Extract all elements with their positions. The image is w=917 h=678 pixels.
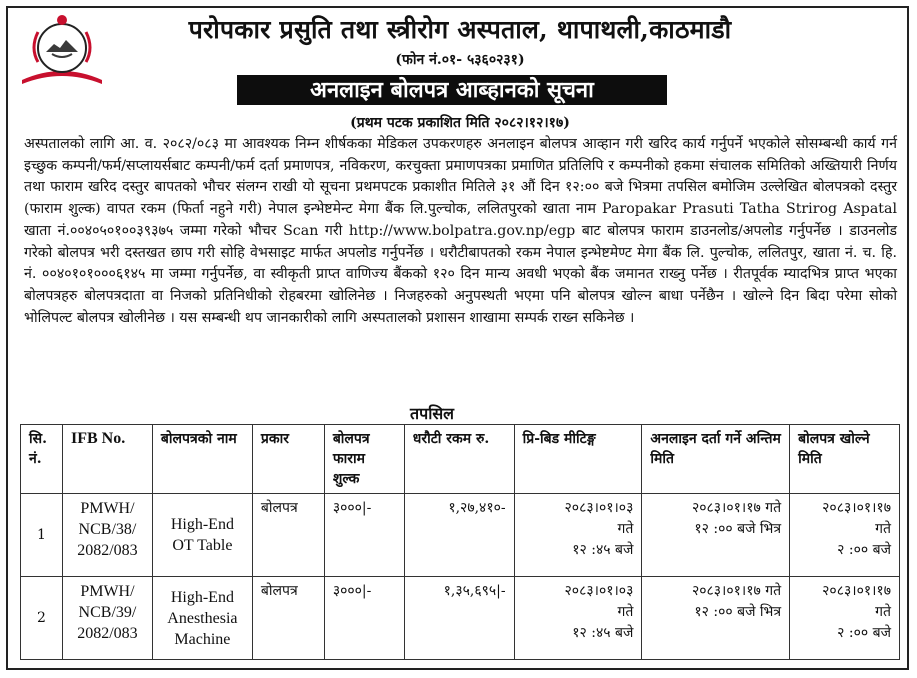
row-prebid: २०८३।०१।०३ गते १२ :४५ बजे [514, 494, 642, 577]
table-row [21, 494, 900, 577]
row-fee: ३०००|- [324, 494, 404, 577]
col-header-prebid: प्रि-बिड मीटिङ्ग [514, 425, 642, 494]
row-sn: 2 [21, 577, 63, 660]
row-sn: 1 [21, 494, 63, 577]
phone-number: (फोन नं.०१- ५३६०२३१) [395, 52, 525, 68]
notice-title: अनलाइन बोलपत्र आब्हानको सूचना [237, 75, 667, 105]
col-header-deadline: अनलाइन दर्ता गर्ने अन्तिम मिति [642, 425, 790, 494]
row-deposit: १,२७,४१०- [404, 494, 514, 577]
col-header-type: प्रकार [252, 425, 324, 494]
row-deadline: २०८३।०१।१७ गते १२ :०० बजे भित्र [642, 494, 790, 577]
row-ifb: PMWH/ NCB/38/ 2082/083 [62, 494, 152, 577]
publish-date: (प्रथम पटक प्रकाशित मिति २०८२।१२।१७) [350, 115, 570, 131]
row-type: बोलपत्र [252, 577, 324, 660]
hospital-name: परोपकार प्रसुति तथा स्त्रीरोग अस्पताल, थापाथली,काठमाडौ [188, 15, 732, 44]
row-deadline: २०८३।०१।१७ गते १२ :०० बजे भित्र [642, 577, 790, 660]
row-name: High-End Anesthesia Machine [152, 577, 252, 660]
row-prebid: २०८३।०१।०३ गते १२ :४५ बजे [514, 577, 642, 660]
col-header-opening: बोलपत्र खोल्ने मिति [790, 425, 900, 494]
government-emblem-icon [16, 10, 108, 88]
row-type: बोलपत्र [252, 494, 324, 577]
notice-paragraph: अस्पतालको लागि आ. व. २०८२/०८३ मा आवश्यक निम्न शीर्षकका मेडिकल उपकरणहरु अनलाइन बोलपत्र आव्हान गरी खरिद कार्य गर्नुपर्ने भएकोले सोसम्बन्धी कार्य गर्न इच्छुक कम्पनी/फर्म/सप्लायर्सबाट कम्पनी/फर्म दर्ता प्रमाणपत्र, नविकरण, करचुक्ता प्रमाणपत्रका प्रमाणित प्रतिलिपि र कम्पनीको हकमा संचालक समितिको अख्तियारी निर्णय तथा फाराम खरिद दस्तुर बापतको भौचर संलग्न राखी यो सूचना प्रथमपटक प्रकाशीत मितिले ३१ औं दिन १२:०० बजे भित्रमा तपसिल बमोजिम उल्लेखित बोलपत्रको दस्तुर (फाराम शुल्क) वापत रकम (फिर्ता नहुने गरी) नेपाल इन्भेष्टमेन्ट मेगा बैंक लि.पुल्चोक, ललितपुरको खाता नाम Paropakar Prasuti Tatha Strirog Aspatal खाता नं.००४०५०१००३९३७५ जम्मा गरेको भौचर Scan गरी http://www.bolpatra.gov.np/egp बाट बोलपत्र फाराम डाउनलोड/अपलोड गर्नुपर्नेछ । डाउनलोड गरेको बोलपत्र भरी दस्तखत छाप गरी सोहि वेभसाइट मार्फत अपलोड गर्नुपर्नेछ । धरौटीबापतको रकम नेपाल इन्भेष्टमेण्ट मेगा बैंक लि. पुल्चोक, ललितपुर, खाता नं. च. हि. नं. ००४०१०१०००६१४५ मा जम्मा गर्नुपर्नेछ, वा स्वीकृती प्राप्त वाणिज्य बैंकको १२० दिन मान्य अवधी भएको बैंक जमानत राख्नु पर्नेछ । रीतपूर्वक म्यादभित्र प्राप्त भएका बोलपत्रहरु बोलपत्रदाता वा निजको प्रतिनिधीको रोहबरमा खोलिनेछ । निजहरुको अनुपस्थती भएमा पनि बोलपत्र खोल्न बाधा पर्नेछैन । खोल्ने दिन बिदा परेमा सोको भोलिपल्ट बोलपत्र खोलीनेछ । यस सम्बन्धी थप जानकारीको लागि अस्पतालको प्रशासन शाखामा सम्पर्क राख्न सकिनेछ । [24, 136, 897, 326]
row-opening: २०८३।०१।१७ गते २ :०० बजे [790, 577, 900, 660]
col-header-name: बोलपत्रको नाम [152, 425, 252, 494]
table-row [21, 577, 900, 660]
row-deposit: १,३५,६९५|- [404, 577, 514, 660]
row-fee: ३०००|- [324, 577, 404, 660]
col-header-fee: बोलपत्र फाराम शुल्क [324, 425, 404, 494]
schedule-table [20, 424, 900, 660]
col-header-sn: सि. नं. [21, 425, 63, 494]
schedule-heading: तपसिल [410, 404, 455, 423]
table-header-row [21, 425, 900, 494]
row-opening: २०८३।०१।१७ गते २ :०० बजे [790, 494, 900, 577]
row-ifb: PMWH/ NCB/39/ 2082/083 [62, 577, 152, 660]
col-header-ifb: IFB No. [62, 425, 152, 494]
col-header-deposit: धरौटी रकम रु. [404, 425, 514, 494]
row-name: High-End OT Table [152, 494, 252, 577]
